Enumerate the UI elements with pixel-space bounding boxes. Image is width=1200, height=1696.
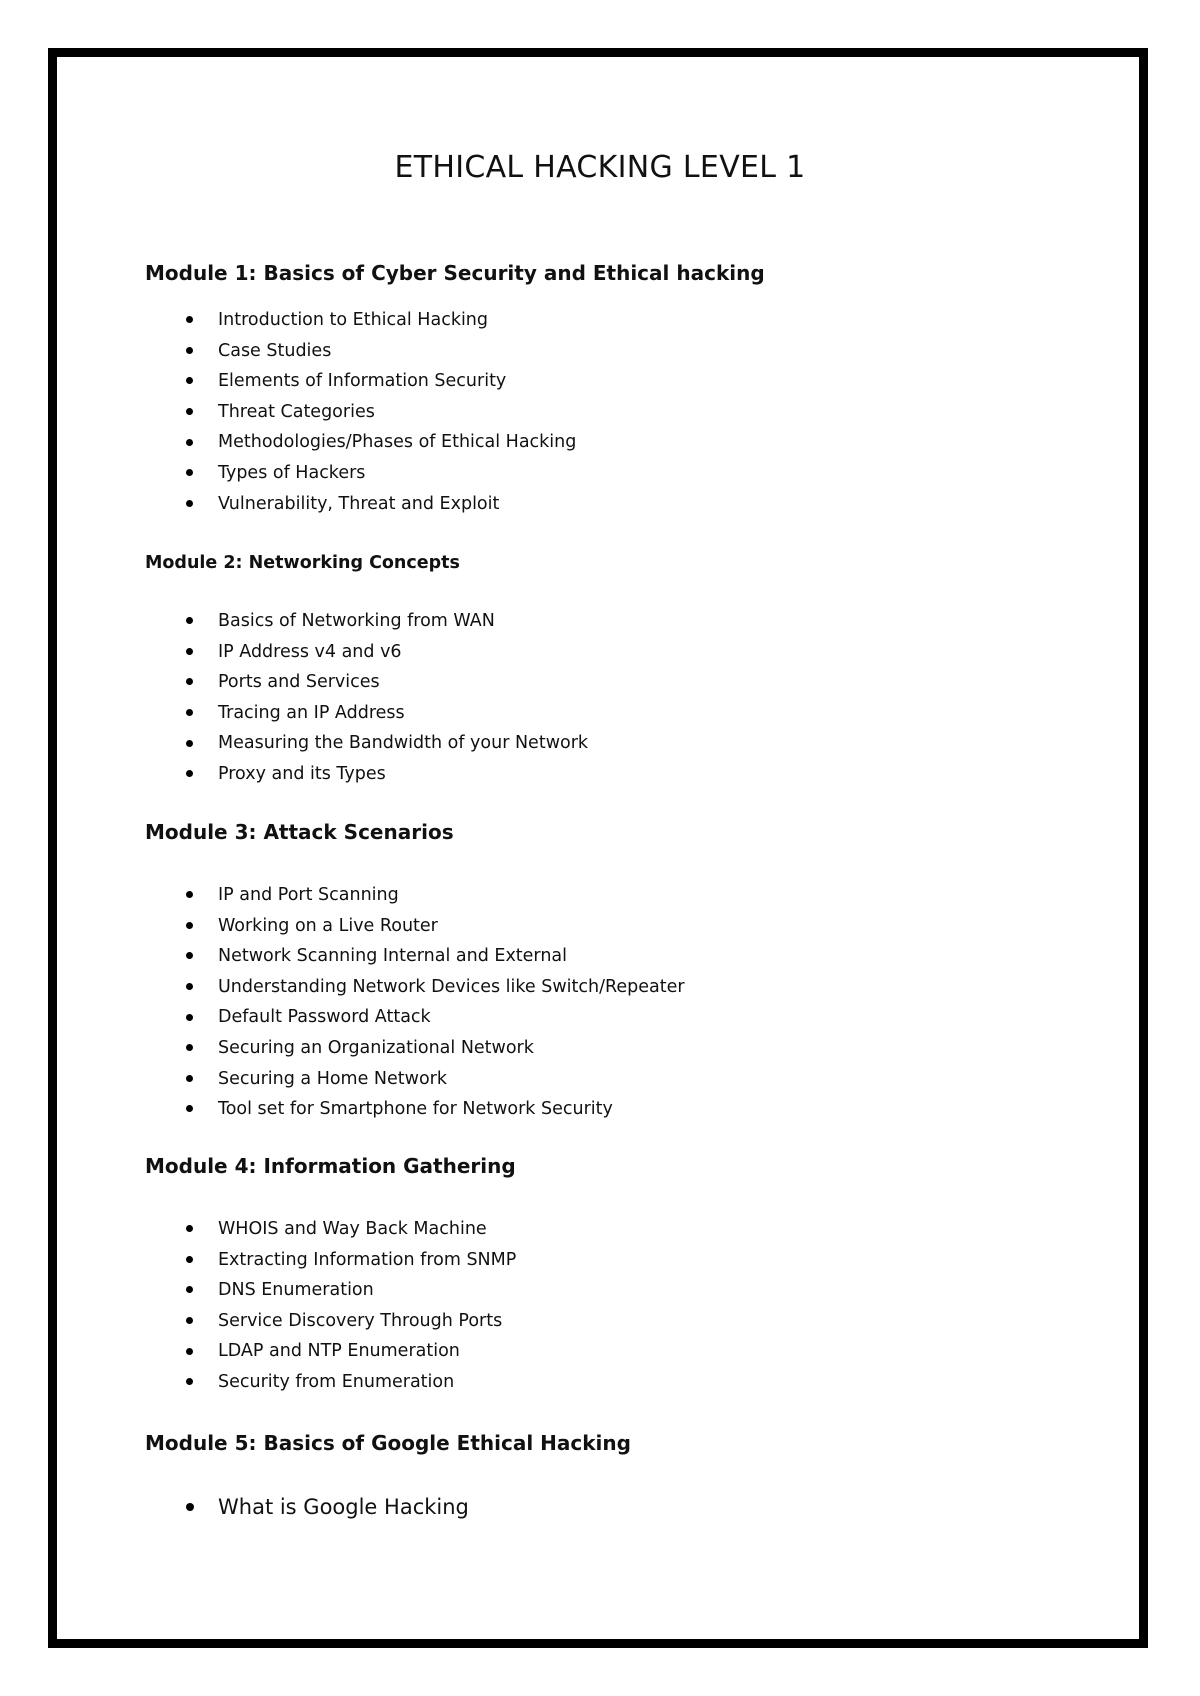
module-4-heading: Module 4: Information Gathering	[145, 1154, 516, 1178]
topic-text: DNS Enumeration	[218, 1280, 374, 1301]
topic-text: Security from Enumeration	[218, 1371, 455, 1392]
bullet-icon	[186, 1348, 193, 1355]
topic-text: Introduction to Ethical Hacking	[218, 310, 489, 330]
topic-text: What is Google Hacking	[218, 1495, 469, 1519]
topic-text: Basics of Networking from WAN	[218, 611, 495, 631]
bullet-icon	[186, 439, 193, 446]
bullet-icon	[186, 740, 193, 747]
bullet-icon	[186, 1503, 194, 1511]
topic-text: Types of Hackers	[218, 462, 366, 483]
topic-text: WHOIS and Way Back Machine	[218, 1219, 487, 1239]
topic-text: Securing a Home Network	[218, 1068, 448, 1089]
bullet-icon	[186, 1075, 193, 1082]
bullet-icon	[186, 922, 193, 929]
module-5-heading: Module 5: Basics of Google Ethical Hacking	[145, 1431, 631, 1455]
topic-text: Default Password Attack	[218, 1007, 431, 1028]
bullet-icon	[186, 500, 193, 507]
topic-text: Extracting Information from SNMP	[218, 1249, 517, 1270]
topic-text: Securing an Organizational Network	[218, 1037, 534, 1058]
topic-text: Service Discovery Through Ports	[218, 1310, 503, 1331]
topic-text: Methodologies/Phases of Ethical Hacking	[218, 432, 577, 453]
topic-text: Understanding Network Devices like Switch/Repeater	[218, 976, 685, 997]
bullet-icon	[186, 648, 193, 655]
topic-text: Working on a Live Router	[218, 915, 438, 936]
module-3-heading: Module 3: Attack Scenarios	[145, 820, 454, 844]
topic-text: Measuring the Bandwidth of your Network	[218, 733, 589, 754]
topic-text: Tracing an IP Address	[218, 702, 405, 723]
topic-text: Network Scanning Internal and External	[218, 946, 567, 967]
topic-text: Elements of Information Security	[218, 371, 507, 392]
topic-text: IP Address v4 and v6	[218, 641, 402, 662]
module-1-heading: Module 1: Basics of Cyber Security and Ethical hacking	[145, 261, 765, 285]
bullet-icon	[186, 1256, 193, 1263]
bullet-icon	[186, 1014, 193, 1021]
topic-text: Threat Categories	[218, 401, 375, 422]
topic-text: IP and Port Scanning	[218, 885, 399, 905]
module-2-heading: Module 2: Networking Concepts	[145, 553, 460, 573]
topic-text: Tool set for Smartphone for Network Security	[218, 1099, 613, 1120]
bullet-icon	[186, 347, 193, 354]
topic-text: Proxy and its Types	[218, 763, 386, 784]
page-border	[48, 48, 1148, 1648]
document-title: ETHICAL HACKING LEVEL 1	[394, 150, 806, 185]
topic-text: Ports and Services	[218, 672, 380, 693]
topic-text: Vulnerability, Threat and Exploit	[218, 493, 500, 514]
topic-text: LDAP and NTP Enumeration	[218, 1341, 460, 1362]
topic-text: Case Studies	[218, 340, 332, 361]
